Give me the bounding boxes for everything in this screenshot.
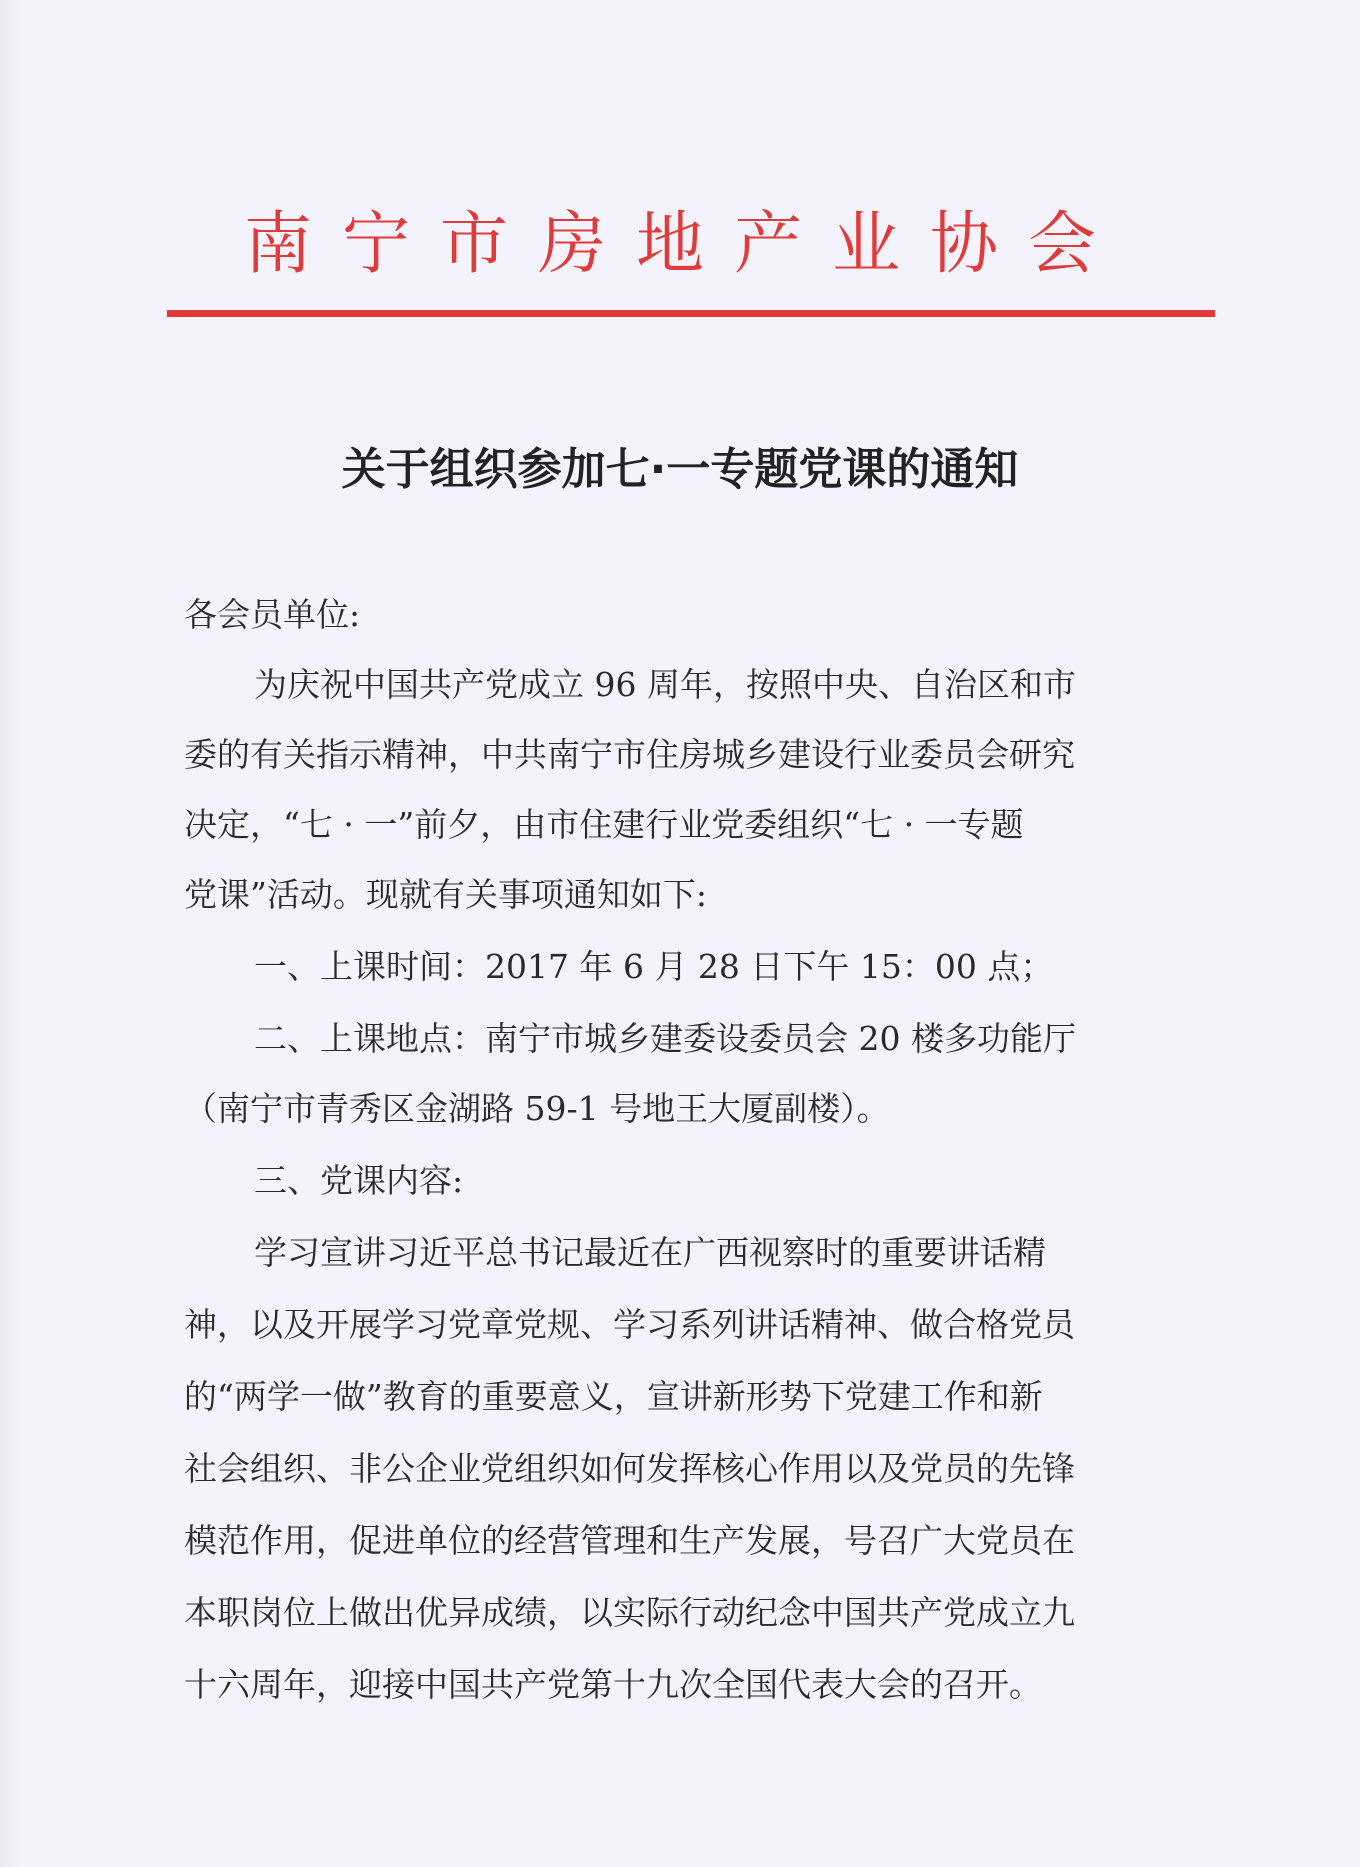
paragraph-2-line-6: 本职岗位上做出优异成绩，以实际行动纪念中国共产党成立九 xyxy=(184,1593,1075,1632)
notice-title: 关于组织参加七·一专题党课的通知 xyxy=(341,444,1019,495)
paragraph-1-line-2: 委的有关指示精神，中共南宁市住房城乡建设行业委员会研究 xyxy=(184,735,1075,774)
paragraph-2-line-3: 的“两学一做”教育的重要意义，宣讲新形势下党建工作和新 xyxy=(184,1377,1043,1416)
paragraph-1-line-1: 为庆祝中国共产党成立 96 周年，按照中央、自治区和市 xyxy=(254,665,1076,704)
paragraph-1-line-3: 决定，“七 · 一”前夕，由市住建行业党委组织“七 · 一专题 xyxy=(184,805,1024,844)
paragraph-2-line-7: 十六周年，迎接中国共产党第十九次全国代表大会的召开。 xyxy=(184,1665,1042,1704)
paragraph-1-line-4: 党课”活动。现就有关事项通知如下: xyxy=(184,875,707,914)
letterhead-org-name: 南宁市房地产业协会 xyxy=(243,205,1126,284)
salutation: 各会员单位: xyxy=(184,595,361,634)
item-2-location-line-1: 二、上课地点：南宁市城乡建委设委员会 20 楼多功能厅 xyxy=(254,1019,1076,1058)
item-3-heading: 三、党课内容: xyxy=(254,1161,464,1200)
paragraph-2-line-1: 学习宣讲习近平总书记最近在广西视察时的重要讲话精 xyxy=(254,1233,1046,1272)
scan-edge xyxy=(0,0,22,1867)
letterhead-red-rule xyxy=(167,310,1215,317)
item-2-location-line-2: （南宁市青秀区金湖路 59-1 号地王大厦副楼）。 xyxy=(184,1089,890,1128)
item-1-class-time: 一、上课时间：2017 年 6 月 28 日下午 15：00 点； xyxy=(254,947,1054,986)
paragraph-2-line-4: 社会组织、非公企业党组织如何发挥核心作用以及党员的先锋 xyxy=(184,1449,1075,1488)
paragraph-2-line-2: 神，以及开展学习党章党规、学习系列讲话精神、做合格党员 xyxy=(184,1305,1075,1344)
paragraph-2-line-5: 模范作用，促进单位的经营管理和生产发展，号召广大党员在 xyxy=(184,1521,1075,1560)
